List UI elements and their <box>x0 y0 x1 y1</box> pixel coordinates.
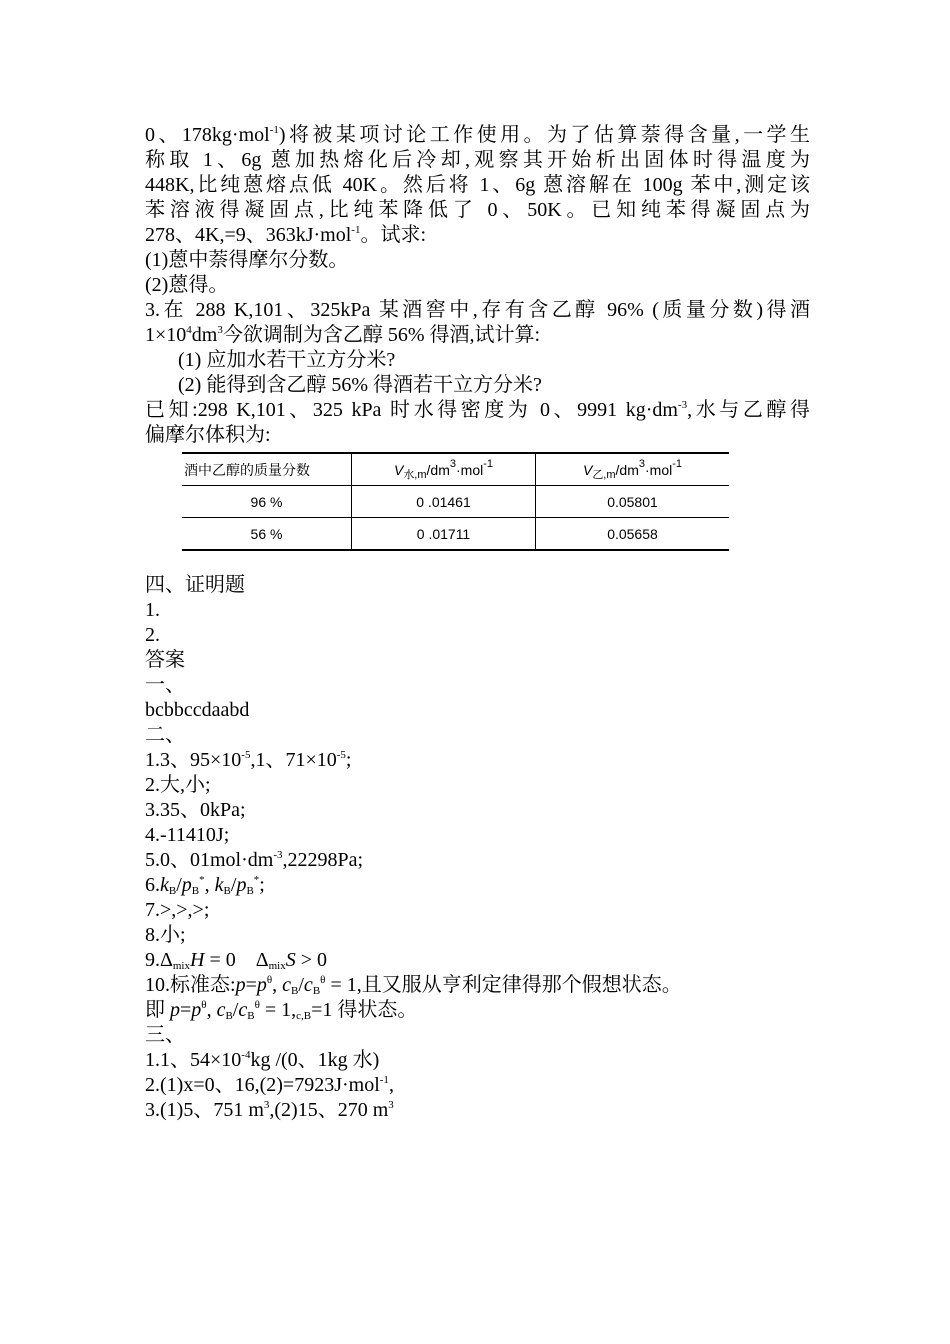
cell-water-volume: 0 .01711 <box>352 518 536 551</box>
symbol: p <box>236 874 247 896</box>
text: 1.3、95×10 <box>145 749 242 771</box>
text: 9.Δ <box>145 949 173 971</box>
superscript: 3 <box>638 457 646 470</box>
text: 已知:298 K,101、325 kPa 时水得密度为 0、9991 kg·dm <box>145 399 678 421</box>
answer-2-2: 2.大,小; <box>145 774 211 796</box>
text: =1 得状态。 <box>311 999 418 1021</box>
superscript: -4 <box>241 1049 251 1061</box>
answer-3-3 <box>145 1098 810 1123</box>
answers-section3: 三、 <box>145 1024 185 1046</box>
superscript: θ <box>266 974 273 986</box>
text: ,22298Pa; <box>282 849 364 871</box>
partial-molar-volume-table <box>182 452 729 551</box>
answer-2-1 <box>145 748 810 773</box>
symbol: S <box>285 949 296 971</box>
problem3-line6: 偏摩尔体积为: <box>145 424 271 446</box>
subscript: B <box>247 1010 255 1022</box>
problem2-line5 <box>145 223 810 248</box>
text: / <box>298 974 304 996</box>
text: = 1, <box>259 999 297 1021</box>
unit: ·mol <box>456 461 484 478</box>
superscript: -1 <box>269 124 279 136</box>
text: 即 <box>145 999 170 1021</box>
symbol: p <box>181 874 192 896</box>
subscript: mix <box>172 960 190 972</box>
symbol: k <box>214 874 224 896</box>
subscript: B <box>223 885 231 897</box>
symbol: c <box>238 999 248 1021</box>
answer-2-8: 8.小; <box>145 924 186 946</box>
superscript: * <box>253 874 260 886</box>
cell-water-volume: 0 .01461 <box>352 486 536 518</box>
problem2-line3: 448K,比纯蒽熔点低 40K。然后将 1、6g 蒽溶解在 100g 苯中,测定该 <box>145 174 810 196</box>
text: ,水与乙醇得 <box>687 399 811 421</box>
superscript: -1 <box>672 457 683 470</box>
problem2-line4: 苯溶液得凝固点,比纯苯降低了 0、50K。已知纯苯得凝固点为 <box>145 199 810 221</box>
table-row <box>182 518 729 551</box>
superscript: θ <box>201 999 207 1011</box>
text: , <box>204 874 215 896</box>
text: 1×10 <box>145 324 187 346</box>
symbol: V <box>582 461 593 478</box>
answer-2-4: 4.-11410J; <box>145 824 230 846</box>
subscript: B <box>246 885 254 897</box>
subscript: B <box>312 985 321 997</box>
text: / <box>230 874 237 896</box>
subscript: B <box>168 885 177 897</box>
text: 1.1、54×10 <box>145 1049 242 1071</box>
header-water-volume <box>352 453 536 486</box>
unit: /dm <box>426 461 450 478</box>
problem2-q2: (2)蒽得。 <box>145 274 229 296</box>
superscript: 3 <box>217 324 223 336</box>
text: ; <box>259 874 265 896</box>
text: 10.标准态: <box>145 974 236 996</box>
answer-2-7: 7.>,>,>; <box>145 899 210 921</box>
superscript: θ <box>320 974 326 986</box>
symbol: p <box>235 974 246 996</box>
subscript: B <box>191 885 200 897</box>
problem3-q2: (2) 能得到含乙醇 56% 得酒若干立方分米? <box>178 374 542 396</box>
text: 0、178kg·mol <box>145 124 270 146</box>
superscript: -1 <box>379 1074 389 1086</box>
superscript: 3 <box>263 1099 270 1111</box>
superscript: -3 <box>677 399 688 411</box>
superscript: -1 <box>351 224 361 236</box>
text: , <box>272 974 283 996</box>
problem3-line2 <box>145 323 810 348</box>
cell-ethanol-volume: 0.05801 <box>536 486 730 518</box>
symbol: p <box>170 999 180 1021</box>
answer-2-10-cont <box>145 998 810 1023</box>
header-mass-fraction: 酒中乙醇的质量分数 <box>182 453 352 486</box>
text: 6. <box>145 874 160 896</box>
problem2-line2: 称取 1、6g 蒽加热熔化后冷却,观察其开始析出固体时得温度为 <box>145 149 810 171</box>
section4-q1: 1. <box>145 599 160 621</box>
subscript: B <box>291 985 299 997</box>
answer-2-9 <box>145 948 810 973</box>
superscript: 4 <box>186 324 192 336</box>
subscript: 水,m <box>403 468 427 481</box>
symbol: H <box>190 949 205 971</box>
symbol: c <box>303 974 313 996</box>
text: dm <box>191 324 218 346</box>
section4-q2: 2. <box>145 624 160 646</box>
unit: ·mol <box>645 461 673 478</box>
problem3-line1: 3.在 288 K,101、325kPa 某酒窖中,存有含乙醇 96% (质量分数)得酒 <box>145 299 810 321</box>
symbol: p <box>256 974 267 996</box>
text: , <box>206 999 217 1021</box>
superscript: -3 <box>273 849 283 861</box>
symbol: c <box>216 999 226 1021</box>
text: 5.0、01mol·dm <box>145 849 274 871</box>
answer-2-6 <box>145 873 810 898</box>
superscript: 3 <box>388 1099 394 1111</box>
superscript: -5 <box>241 749 251 761</box>
text: = <box>245 974 257 996</box>
cell-mass-fraction: 96 % <box>182 486 352 518</box>
subscript: c,B <box>296 1010 312 1022</box>
subscript: mix <box>268 960 286 972</box>
cell-ethanol-volume: 0.05658 <box>536 518 730 551</box>
answers-section1: 一、 <box>145 674 185 696</box>
problem3-q1: (1) 应加水若干立方分米? <box>178 349 396 371</box>
table-header-row <box>182 453 729 486</box>
problem2-q1: (1)蒽中萘得摩尔分数。 <box>145 249 349 271</box>
text: / <box>232 999 239 1021</box>
table-row <box>182 486 729 518</box>
answer-2-3: 3.35、0kPa; <box>145 799 246 821</box>
cell-mass-fraction: 56 % <box>182 518 352 551</box>
text: ,(2)15、270 m <box>269 1099 389 1121</box>
answers-section2: 二、 <box>145 724 185 746</box>
text: > 0 <box>295 949 327 971</box>
text: 2.(1)x=0、16,(2)=7923J·mol <box>145 1074 380 1096</box>
problem2-line1 <box>145 123 810 148</box>
text: , <box>388 1074 394 1096</box>
superscript: -1 <box>483 457 494 470</box>
text: 今欲调制为含乙醇 56% 得酒,试计算: <box>222 324 541 346</box>
text: kg /(0、1kg 水) <box>250 1049 380 1071</box>
symbol: V <box>393 461 404 478</box>
symbol: k <box>160 874 169 896</box>
subscript: 乙,m <box>592 468 616 481</box>
text: ,1、71×10 <box>250 749 337 771</box>
symbol: p <box>191 999 202 1021</box>
superscript: θ <box>254 999 260 1011</box>
text: / <box>176 874 182 896</box>
superscript: -5 <box>336 749 346 761</box>
answer-2-10 <box>145 973 810 998</box>
unit: /dm <box>615 461 639 478</box>
text: ; <box>345 749 352 771</box>
answers-section1-choices: bcbbccdaabd <box>145 699 250 721</box>
text: 。试求: <box>360 224 427 246</box>
answer-3-2 <box>145 1073 810 1098</box>
text: 278、4K,=9、363kJ·mol <box>145 224 352 246</box>
text: = 1,且又服从亨利定律得那个假想状态。 <box>325 974 682 996</box>
text: = <box>180 999 192 1021</box>
header-ethanol-volume <box>536 453 730 486</box>
superscript: 3 <box>449 457 457 470</box>
section4-title: 四、证明题 <box>145 574 245 596</box>
answer-3-1 <box>145 1048 810 1073</box>
text: = 0 Δ <box>204 949 269 971</box>
symbol: c <box>282 974 292 996</box>
answers-title: 答案 <box>145 649 185 671</box>
subscript: B <box>225 1010 233 1022</box>
text: )将被某项讨论工作使用。为了估算萘得含量,一学生 <box>278 124 810 146</box>
problem3-line5 <box>145 398 810 423</box>
answer-2-5 <box>145 848 810 873</box>
superscript: * <box>199 874 205 886</box>
text: 3.(1)5、751 m <box>145 1099 264 1121</box>
